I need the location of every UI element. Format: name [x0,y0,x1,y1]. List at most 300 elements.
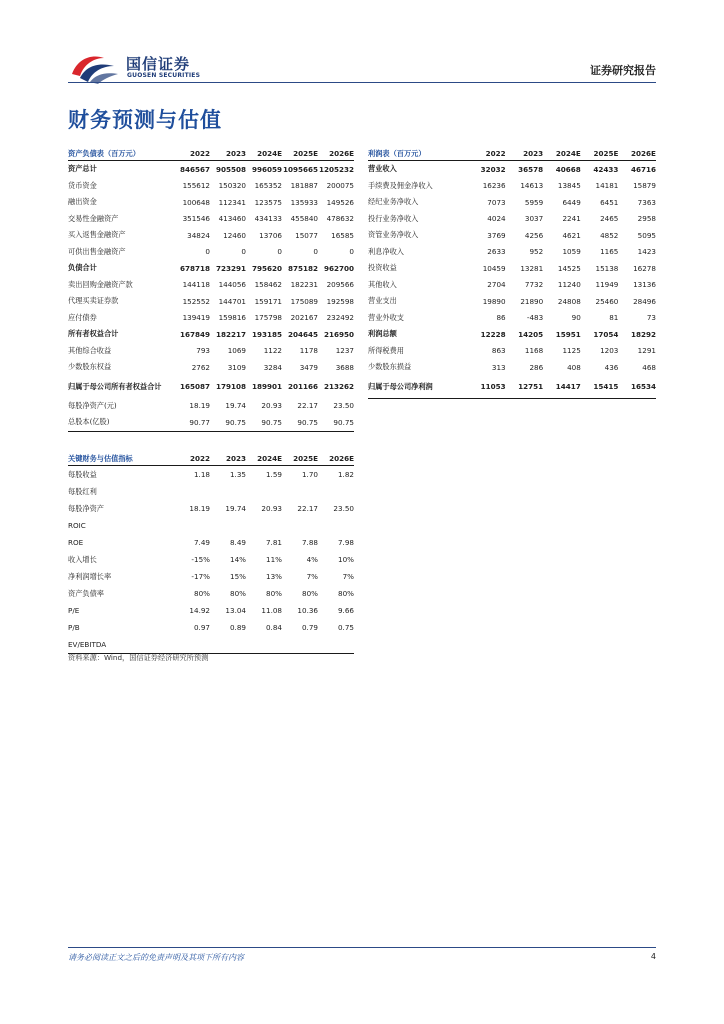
value-cell: 11% [266,555,282,564]
value-cell: 204645 [287,329,318,339]
value-cell: 167849 [179,329,210,339]
value-cell: 0.84 [265,623,282,632]
table-row [368,227,656,244]
value-cell: 135933 [290,197,318,207]
table-row [368,310,656,327]
table-row [68,293,354,310]
value-cell: 11240 [557,280,581,290]
value-cell: 182217 [215,329,246,339]
value-cell: 13.04 [225,606,246,615]
row-label: 手续费及佣金净收入 [368,180,433,190]
table-row [68,194,354,211]
table-row [68,517,354,534]
value-cell: 155612 [182,181,210,191]
value-cell: 5095 [637,230,656,240]
value-cell: 0.97 [193,623,210,632]
value-cell: 5959 [524,197,544,207]
row-label: P/E [68,606,80,615]
logo-cn-text: 国信证券 [126,55,191,73]
table-row [68,483,354,500]
value-cell: 11.08 [261,606,282,615]
value-cell: 1178 [299,346,318,356]
value-cell: 10% [338,555,354,564]
value-cell: 12228 [480,329,506,339]
value-cell: 1291 [637,346,656,356]
header-divider [68,82,656,83]
value-cell: 19.74 [225,504,246,513]
value-cell: 192598 [326,296,354,306]
value-cell: 36578 [518,164,544,174]
value-cell: 15951 [555,329,581,339]
row-label: 投资收益 [368,263,397,273]
value-cell: 21890 [520,296,544,306]
value-cell: 4621 [562,230,581,240]
table-row [68,619,354,636]
value-cell: 90.75 [225,417,246,427]
value-cell: 413460 [218,214,246,224]
value-cell: 351546 [182,214,210,224]
row-label: 归属于母公司净利润 [368,382,433,391]
table-row [368,244,656,261]
value-cell: 1.70 [301,470,318,479]
value-cell: 11949 [595,280,619,290]
value-cell: 4024 [487,214,506,224]
value-cell: 90 [571,313,581,323]
table-row [68,376,354,398]
value-cell: 0.75 [337,623,354,632]
value-cell: 32032 [480,164,506,174]
year-header: 2022 [189,149,210,158]
value-cell: 2762 [191,362,210,372]
value-cell: 6451 [600,197,619,207]
value-cell: 7.88 [301,538,318,547]
value-cell: 200075 [326,181,354,191]
table-row [68,466,354,483]
value-cell: 189901 [251,382,282,391]
year-header: 2026E [329,149,354,158]
value-cell: 14.92 [189,606,210,615]
year-header: 2022 [189,454,210,463]
value-cell: 10459 [482,263,506,273]
row-label: 营业支出 [368,296,397,306]
value-cell: 81 [609,313,619,323]
value-cell: 22.17 [297,504,318,513]
value-cell: 18.19 [189,401,210,411]
value-cell: 19890 [482,296,506,306]
value-cell: 905508 [215,164,246,174]
value-cell: 15138 [595,263,619,273]
value-cell: 4256 [524,230,544,240]
row-label: 资管业务净收入 [368,230,419,240]
value-cell: 9.66 [337,606,354,615]
value-cell: 23.50 [333,401,354,411]
value-cell: 678718 [179,263,210,273]
table-row [68,568,354,585]
value-cell: 28496 [633,296,656,306]
value-cell: 158462 [254,280,282,290]
value-cell: 18.19 [189,504,210,513]
value-cell: 14% [230,555,246,564]
value-cell: 112341 [218,197,246,207]
value-cell: 201166 [287,382,318,391]
value-cell: -17% [191,572,210,581]
value-cell: 202167 [290,313,318,323]
value-cell: 723291 [215,263,246,273]
table-row [368,194,656,211]
value-cell: 80% [266,589,282,598]
value-cell: 181887 [290,181,318,191]
value-cell: 0 [313,247,318,257]
row-label: 收入增长 [68,554,97,564]
table-row [368,343,656,360]
row-label: 利润总额 [368,329,397,339]
row-label: 所得税费用 [368,345,404,355]
value-cell: 1203 [600,346,619,356]
value-cell: 34824 [187,230,210,240]
value-cell: 13281 [520,263,544,273]
table-row [68,161,354,178]
table-row [368,359,656,376]
value-cell: 7% [306,572,318,581]
value-cell: 0 [205,247,210,257]
year-header: 2024E [257,149,282,158]
row-label: 少数股东权益 [68,362,112,372]
value-cell: 1.59 [265,470,282,479]
row-label: 每股净资产(元) [68,400,117,410]
value-cell: 149526 [326,197,354,207]
value-cell: 7.81 [265,538,282,547]
value-cell: 2633 [487,247,506,257]
value-cell: 232492 [326,313,354,323]
value-cell: 15% [230,572,246,581]
table-row [368,161,656,178]
row-label: 经纪业务净收入 [368,197,419,207]
row-label: 卖出回购金融资产款 [68,279,133,289]
value-cell: 0 [349,247,354,257]
source-note: 资料来源：Wind，国信证券经济研究所预测 [68,653,209,662]
value-cell: 165087 [179,382,210,391]
value-cell: 1095665 [282,164,318,174]
page-number: 4 [650,952,656,961]
value-cell: 14417 [555,382,581,391]
value-cell: 1.82 [337,470,354,479]
value-cell: 952 [529,247,544,257]
table-header-row [368,147,656,161]
balance-sheet-table [68,147,354,432]
value-cell: 18292 [630,329,656,339]
value-cell: 90.77 [189,417,210,427]
value-cell: 1059 [562,247,581,257]
value-cell: 16278 [633,263,656,273]
row-label: 营业外收支 [368,312,404,322]
value-cell: 139419 [182,313,210,323]
value-cell: 3479 [299,362,318,372]
table-row [68,534,354,551]
value-cell: 1069 [227,346,246,356]
year-header: 2023 [225,454,246,463]
row-label: 其他综合收益 [68,345,112,355]
year-header: 2023 [523,149,544,158]
value-cell: 73 [646,313,656,323]
table-header-row [68,147,354,161]
value-cell: -15% [191,555,210,564]
value-cell: 1.18 [193,470,210,479]
value-cell: 795620 [251,263,282,273]
value-cell: 80% [230,589,246,598]
value-cell: 408 [567,362,581,372]
year-header: 2023 [225,149,246,158]
value-cell: 6449 [562,197,581,207]
value-cell: 7.49 [193,538,210,547]
value-cell: 90.75 [333,417,354,427]
value-cell: 209566 [326,280,354,290]
value-cell: 80% [302,589,318,598]
table-title: 关键财务与估值指标 [68,453,133,463]
table-row [68,310,354,327]
value-cell: 2704 [487,280,506,290]
value-cell: 1122 [263,346,282,356]
row-label: 其他收入 [368,279,397,289]
value-cell: 80% [194,589,210,598]
value-cell: 213262 [323,382,354,391]
value-cell: 3037 [524,214,544,224]
value-cell: 25460 [595,296,619,306]
value-cell: 159816 [218,313,246,323]
value-cell: 1165 [600,247,619,257]
value-cell: 962700 [323,263,354,273]
page-title: 财务预测与估值 [68,108,222,132]
value-cell: 100648 [182,197,210,207]
row-label: 资产总计 [68,164,97,174]
value-cell: 14205 [518,329,544,339]
value-cell: 86 [496,313,506,323]
value-cell: 19.74 [225,401,246,411]
logo-emblem-icon [70,52,120,84]
value-cell: 1205232 [318,164,354,174]
table-row [68,244,354,261]
row-label: 负债合计 [68,263,97,273]
value-cell: 436 [604,362,619,372]
row-label: EV/EBITDA [68,640,107,649]
value-cell: 80% [338,589,354,598]
table-row [68,585,354,602]
page-header [0,0,724,90]
year-header: 2025E [293,149,318,158]
value-cell: 13% [266,572,282,581]
value-cell: 7363 [637,197,656,207]
table-row [368,376,656,398]
table-row [68,551,354,568]
year-header: 2024E [257,454,282,463]
value-cell: 7073 [487,197,506,207]
row-label: 可供出售金融资产 [68,246,126,256]
row-label: 归属于母公司所有者权益合计 [68,382,162,391]
value-cell: 12751 [518,382,544,391]
row-label: 净利润增长率 [68,571,112,581]
table-bottom-rule [68,431,354,432]
value-cell: 14525 [557,263,581,273]
row-label: ROIC [68,521,86,530]
value-cell: 23.50 [333,504,354,513]
row-label: 少数股东损益 [368,362,412,372]
row-label: 资产负债率 [68,588,104,598]
row-label: 融出资金 [68,197,97,207]
value-cell: 7.98 [337,538,354,547]
value-cell: 159171 [254,296,282,306]
value-cell: 12460 [223,230,246,240]
value-cell: 1168 [524,346,544,356]
year-header: 2026E [329,454,354,463]
value-cell: 165352 [254,181,282,191]
value-cell: 15415 [593,382,619,391]
disclaimer: 请务必阅读正文之后的免责声明及其项下所有内容 [68,953,244,962]
value-cell: 40668 [555,164,581,174]
value-cell: 15879 [633,181,656,191]
value-cell: 16585 [331,230,354,240]
value-cell: 14613 [520,181,544,191]
value-cell: 846567 [179,164,210,174]
value-cell: 144118 [182,280,210,290]
value-cell: 3688 [335,362,354,372]
table-header-row [68,452,354,466]
table-row [368,293,656,310]
value-cell: 20.93 [261,401,282,411]
value-cell: 13706 [259,230,282,240]
table-row [68,326,354,343]
value-cell: 46716 [630,164,656,174]
row-label: P/B [68,623,80,632]
table-row [368,211,656,228]
value-cell: 14181 [595,181,619,191]
report-type: 证券研究报告 [590,64,656,77]
value-cell: 3284 [263,362,282,372]
row-label: 交易性金融资产 [68,213,119,223]
value-cell: 16534 [630,382,656,391]
year-header: 2025E [593,149,619,158]
table-row [68,277,354,294]
value-cell: 42433 [593,164,619,174]
value-cell: 286 [529,362,544,372]
value-cell: 793 [196,346,210,356]
value-cell: 313 [491,362,506,372]
value-cell: 90.75 [297,417,318,427]
value-cell: 8.49 [229,538,246,547]
value-cell: 4852 [600,230,619,240]
row-label: 货币资金 [68,180,97,190]
value-cell: 2465 [600,214,619,224]
value-cell: 4% [306,555,318,564]
value-cell: 20.93 [261,504,282,513]
value-cell: 15077 [295,230,318,240]
value-cell: 2958 [637,214,656,224]
table-row [68,343,354,360]
value-cell: 1.35 [229,470,246,479]
table-row [68,260,354,277]
table-row [68,414,354,431]
value-cell: 175798 [254,313,282,323]
table-bottom-rule [368,398,656,399]
footer-divider [68,947,656,948]
key-metrics-table [68,452,354,654]
table-row [368,326,656,343]
table-row [68,359,354,376]
table-row [368,178,656,195]
table-row [368,277,656,294]
row-label: 每股收益 [68,469,97,479]
value-cell: 144056 [218,280,246,290]
row-label: 应付债券 [68,312,97,322]
value-cell: 863 [491,346,506,356]
row-label: 投行业务净收入 [368,213,419,223]
value-cell: 996059 [251,164,282,174]
value-cell: 434133 [254,214,282,224]
table-row [68,636,354,653]
value-cell: 11053 [480,382,506,391]
value-cell: 13136 [633,280,656,290]
table-row [68,178,354,195]
value-cell: 1423 [637,247,656,257]
value-cell: 455840 [290,214,318,224]
value-cell: 0 [241,247,246,257]
row-label: 营业收入 [368,164,397,174]
value-cell: 2241 [562,214,581,224]
value-cell: 7% [342,572,354,581]
table-title: 利润表（百万元） [368,148,426,158]
value-cell: 1125 [562,346,581,356]
value-cell: 468 [642,362,656,372]
value-cell: 152552 [182,296,210,306]
value-cell: 182231 [290,280,318,290]
value-cell: 90.75 [261,417,282,427]
value-cell: 144701 [218,296,246,306]
year-header: 2024E [555,149,581,158]
value-cell: 16236 [482,181,506,191]
value-cell: 24808 [557,296,581,306]
row-label: 买入返售金融资产 [68,230,126,240]
value-cell: 7732 [524,280,544,290]
value-cell: 875182 [287,263,318,273]
value-cell: 13845 [557,181,581,191]
value-cell: 0 [277,247,282,257]
year-header: 2026E [631,149,656,158]
table-row [68,602,354,619]
row-label: 利息净收入 [368,246,404,256]
year-header: 2022 [485,149,506,158]
value-cell: 22.17 [297,401,318,411]
value-cell: 179108 [215,382,246,391]
value-cell: 175089 [290,296,318,306]
logo-en-text: GUOSEN SECURITIES [127,72,201,79]
value-cell: 17054 [593,329,619,339]
value-cell: 123575 [254,197,282,207]
value-cell: 0.89 [229,623,246,632]
value-cell: 10.36 [297,606,318,615]
table-row [68,398,354,415]
year-header: 2025E [293,454,318,463]
value-cell: 3109 [227,362,246,372]
row-label: 每股红利 [68,486,97,496]
row-label: 所有者权益合计 [68,329,119,339]
value-cell: 216950 [323,329,354,339]
row-label: 总股本(亿股) [68,417,110,427]
table-row [68,211,354,228]
value-cell: 3769 [487,230,506,240]
row-label: ROE [68,538,84,547]
value-cell: 478632 [326,214,354,224]
value-cell: 193185 [251,329,282,339]
value-cell: 0.79 [301,623,318,632]
table-row [368,260,656,277]
